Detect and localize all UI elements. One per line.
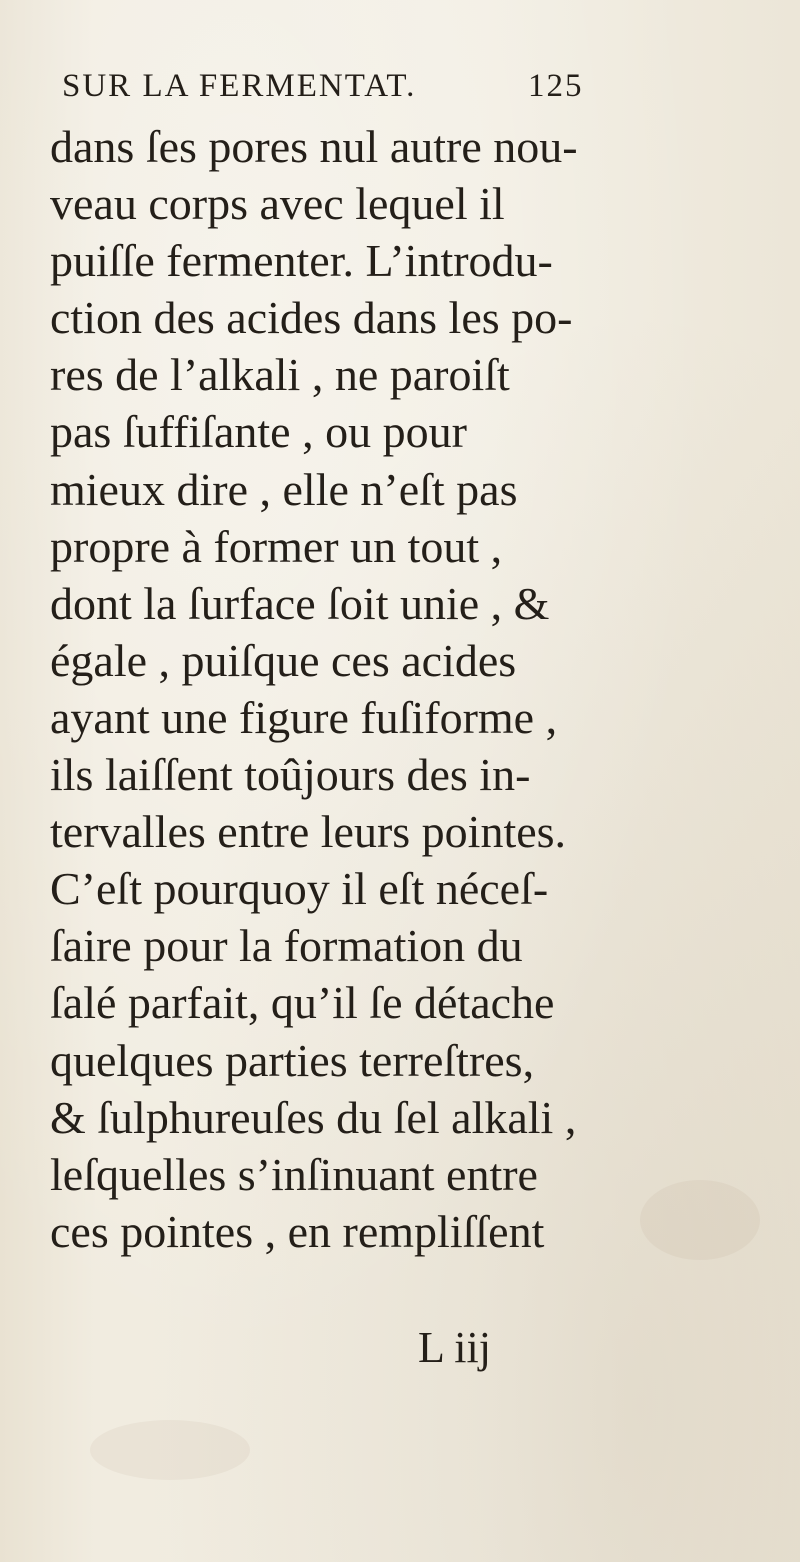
signature-mark: L iij xyxy=(418,1323,491,1372)
text-line: tervalles entre leurs pointes. xyxy=(50,806,567,858)
paper-stain xyxy=(90,1420,250,1480)
text-line: mieux dire , elle n’eſt pas xyxy=(50,463,518,515)
text-line: res de l’alkali , ne paroiſt xyxy=(50,349,510,401)
text-line: C’eſt pourquoy il eſt néceſ- xyxy=(50,863,549,915)
text-line: leſquelles s’inſinuant entre xyxy=(50,1148,538,1200)
body-text xyxy=(50,118,750,1260)
text-line: dans ſes pores nul autre nou- xyxy=(50,121,578,172)
text-line: ayant une figure fuſiforme , xyxy=(50,691,558,743)
text-line: & ſulphureuſes du ſel alkali , xyxy=(50,1091,577,1143)
running-title: SUR LA FERMENTAT. xyxy=(62,68,417,104)
text-line: veau corps avec lequel il xyxy=(50,178,505,230)
text-line: puiſſe fermenter. L’introdu- xyxy=(50,235,553,287)
text-line: ction des acides dans les po- xyxy=(50,292,573,344)
text-line: propre à former un tout , xyxy=(50,520,503,572)
text-line: ils laiſſent toûjours des in- xyxy=(50,749,531,801)
text-line: dont la ſurface ſoit unie , & xyxy=(50,577,550,629)
text-line: ſaire pour la formation du xyxy=(50,920,523,972)
text-line: ſalé parfait, qu’il ſe détache xyxy=(50,977,555,1029)
text-line: égale , puiſque ces acides xyxy=(50,634,517,686)
text-line: pas ſuffiſante , ou pour xyxy=(50,406,467,458)
page-header xyxy=(62,68,622,118)
text-line: quelques parties terreſtres, xyxy=(50,1034,535,1086)
text-line: ces pointes , en rempliſſent xyxy=(50,1205,545,1257)
page-number: 125 xyxy=(528,68,584,104)
